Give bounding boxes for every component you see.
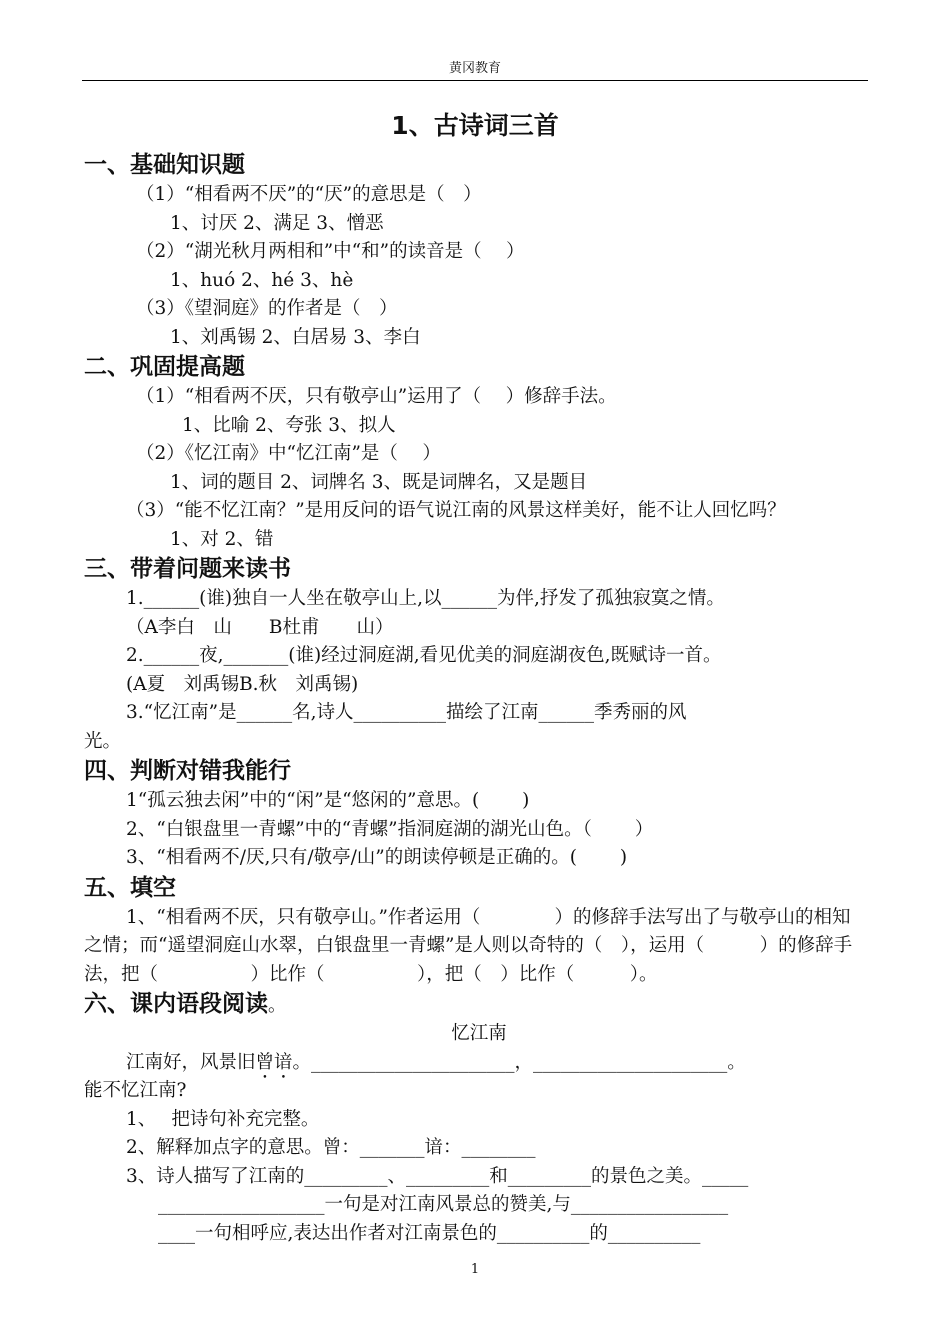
passage-question-3-cont-1: __________________一句是对江南风景总的赞美,与_________________ [158, 1194, 729, 1215]
passage-question-3: 3、诗人描写了江南的_________、_________和_________的景色之美。_____ [126, 1165, 749, 1187]
options-2-1: 1、比喻 2、夸张 3、拟人 [182, 414, 396, 436]
worksheet-body [84, 150, 874, 1248]
section-heading-passage-text: 六、课内语段阅读 [84, 991, 268, 1017]
page-number: 1 [470, 1262, 480, 1277]
passage-question-3-cont-2: ____一句相呼应,表达出作者对江南景色的__________的__________ [158, 1222, 701, 1244]
question-1-1: （1）“相看两不厌”的“厌”的意思是（ ） [136, 184, 482, 205]
question-3-3: 3.“忆江南”是______名,诗人__________描绘了江南______季秀丽的风 [126, 702, 687, 723]
judge-2: 2、“白银盘里一青螺”中的“青螺”指洞庭湖的湖光山色。（ ） [126, 818, 654, 840]
section-heading-judge: 四、判断对错我能行 [84, 758, 291, 784]
section-heading-fill: 五、填空 [84, 874, 176, 901]
page-title: 1、古诗词三首 [391, 111, 559, 140]
question-2-2: （2）《忆江南》中“忆江南”是（ ） [136, 443, 441, 464]
poem-line-2: 能不忆江南? [84, 1080, 187, 1101]
poem-line-1-blanks: 。______________________，_____________________。 [292, 1051, 746, 1073]
question-3-1: 1.______(谁)独自一人坐在敬亭山上,以______为伴,抒发了孤独寂寞之情。 [126, 588, 725, 609]
options-2-2: 1、词的题目 2、词牌名 3、既是词牌名，又是题目 [170, 471, 588, 493]
poem-line-1-pre: 江南好，风景旧 [126, 1051, 256, 1073]
passage-question-2: 2、解释加点字的意思。曾：_______谙：________ [126, 1137, 536, 1158]
question-2-3: （3）“能不忆江南？”是用反问的语气说江南的风景这样美好，能不让人回忆吗？ [126, 500, 786, 521]
question-2-1: （1）“相看两不厌，只有敬亭山”运用了（ ）修辞手法。 [136, 386, 617, 407]
options-2-3: 1、对 2、错 [170, 528, 274, 550]
poem-title: 忆江南 [451, 1023, 507, 1044]
options-1-1: 1、讨厌 2、满足 3、憎恶 [170, 212, 384, 234]
question-1-2: （2）“湖光秋月两相和”中“和”的读音是（ ） [136, 241, 525, 262]
options-1-3: 1、刘禹锡 2、白居易 3、李白 [170, 326, 421, 348]
dotted-char-an: 谙 [274, 1051, 293, 1073]
page-header: 黄冈教育 [82, 60, 868, 81]
poem-line-1 [84, 1049, 874, 1078]
options-1-2: 1、huó 2、hé 3、hè [170, 269, 354, 291]
question-1-3: （3）《望洞庭》的作者是（ ） [136, 298, 398, 319]
options-3-2: (A夏 刘禹锡B.秋 刘禹锡) [126, 673, 359, 695]
section-heading-basic: 一、基础知识题 [84, 152, 245, 178]
judge-1: 1“孤云独去闲”中的“闲”是“悠闲的”意思。( ) [126, 790, 530, 811]
section-heading-consolidate: 二、巩固提高题 [84, 354, 245, 380]
section-heading-passage-suffix: 。 [268, 995, 286, 1016]
options-3-1: （A李白 山 B杜甫 山） [126, 616, 394, 638]
section-heading-passage [84, 989, 874, 1020]
question-3-2: 2.______夜,_______(谁)经过洞庭湖,看见优美的洞庭湖夜色,既赋诗一首。 [126, 645, 722, 666]
passage-question-1: 1、 把诗句补充完整。 [126, 1108, 320, 1130]
judge-3: 3、“相看两不/厌,只有/敬亭/山”的朗读停顿是正确的。( ) [126, 847, 628, 868]
dotted-char-ceng: 曾 [255, 1051, 275, 1073]
fill-paragraph: 1、“相看两不厌，只有敬亭山。”作者运用（ ）的修辞手法写出了与敬亭山的相知之情；而“遥望洞庭山水翠，白银盘里一青螺”是人则以奇特的（ ），运用（ ）的修辞手法，把（ ）比作（ ），把（ ）比作（ ）。 [84, 906, 853, 985]
question-3-3-cont: 光。 [84, 730, 122, 752]
section-heading-reading: 三、带着问题来读书 [84, 556, 291, 582]
